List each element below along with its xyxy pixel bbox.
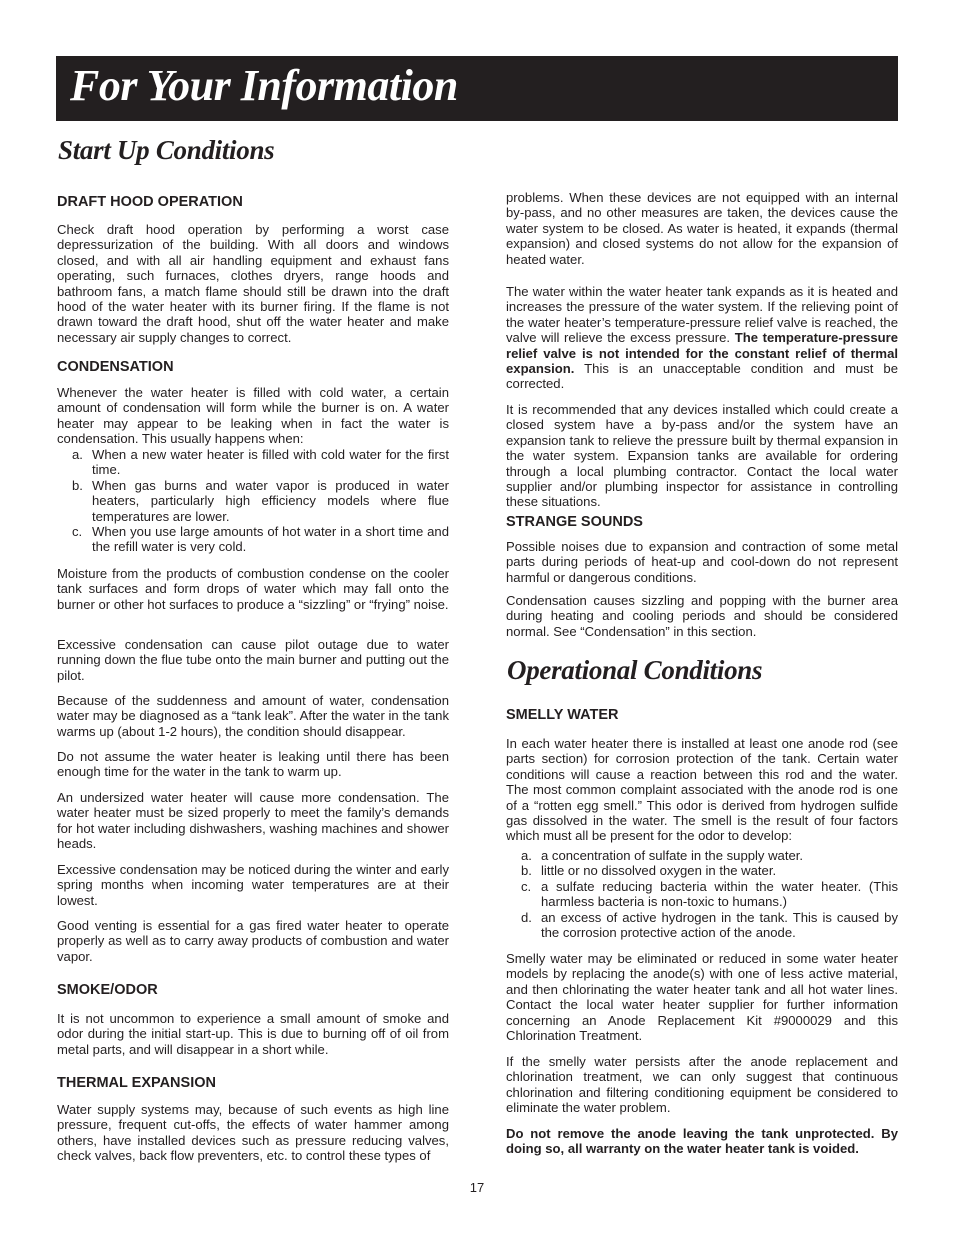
list-item: d. an excess of active hydrogen in the tank. This is caused by the corrosion protective action of the anode. [521,909,898,941]
strange-p1: Possible noises due to expansion and contraction of some metal parts during periods of heat-up and cool-down do not represent harmful or dangerous conditions. [506,539,898,585]
condensation-p7: Good venting is essential for a gas fired water heater to operate properly as well as to carry away products of combustion and water vapor. [57,918,449,964]
strange-sounds-heading: STRANGE SOUNDS [506,514,643,530]
page-title: For Your Information [70,61,458,110]
thermal-text-left: Water supply systems may, because of such events as high line pressure, frequent cut-offs, the effects of water hammer among others, have installed devices such as pressure reducing valves, check valves, back flow preventers, etc. to control these types of [57,1102,449,1164]
smelly-list [506,848,898,940]
smelly-p1: Smelly water may be eliminated or reduced in some water heater models by replacing the anode(s) with one of less active material, and then chlorinating the water heater tank and all hot water lines. Contact the local water heater supplier for further information concerning an Anode Replacement Kit #9000029 and this Chlorination Treatment. [506,951,898,1044]
list-item: a. a concentration of sulfate in the supply water. [521,848,804,863]
draft-hood-heading: DRAFT HOOD OPERATION [57,194,243,210]
condensation-p6: Excessive condensation may be noticed during the winter and early spring months when incoming water temperatures are at their lowest. [57,862,449,908]
smelly-water-heading: SMELLY WATER [506,707,619,723]
thermal-text-right: problems. When these devices are not equipped with an internal by-pass, and no other measures are taken, the devices cause the water system to be closed. As water is heated, it expands (thermal expansion) and closed systems do not allow for the expansion of heated water. [506,190,898,267]
list-item: b. little or no dissolved oxygen in the water. [521,863,777,879]
condensation-p4: Do not assume the water heater is leaking until there has been enough time for the water in the tank to warm up. [57,749,449,780]
thermal-p2: The water within the water heater tank expands as it is heated and increases the pressure of the water system. If the relieving point of the water heater’s temperature-pressure relief valve is reached, the valve will relieve the excess pressure. The temperature-pressure relief valve is not intended for the constant relief of thermal expansion. This is an unacceptable condition and must be corrected. [506,284,898,392]
condensation-list [57,447,449,555]
smelly-warning: Do not remove the anode leaving the tank unprotected. By doing so, all warranty on the water heater tank is voided. [506,1126,898,1157]
draft-hood-text: Check draft hood operation by performing a worst case depressurization of the building. With all doors and windows closed, and with all air handling equipment and exhaust fans operating, such furnaces, clothes dryers, range hoods and bathroom fans, a match flame should still be drawn into the draft hood of the water heater with its burner firing. If the flame is not drawn toward the draft hood, shut off the water heater and make necessary air supply changes to correct. [57,222,449,345]
smelly-p2: If the smelly water persists after the anode replacement and chlorination treatment, we can only suggest that continuous chlorination and filtering conditioning equipment be considered to eliminate the water problem. [506,1054,898,1116]
strange-p2: Condensation causes sizzling and popping with the burner area during heating and cooling periods and should be considered normal. See “Condensation” in this section. [506,593,898,639]
smelly-intro: In each water heater there is installed at least one anode rod (see parts section) for corrosion protection of the tank. Certain water conditions will cause a reaction between this rod and the water. The most common complaint associated with the anode rod is one of a “rotten egg smell.” This odor is derived from hydrogen sulfide gas dissolved in the water. The smell is the result of four factors which must all be present for the odor to develop: [506,736,898,844]
start-up-heading: Start Up Conditions [58,135,275,165]
thermal-heading: THERMAL EXPANSION [57,1075,216,1091]
smoke-heading: SMOKE/ODOR [57,982,158,998]
operational-heading: Operational Conditions [507,655,763,685]
condensation-p1: Moisture from the products of combustion condense on the cooler tank surfaces and form drops of water which may fall onto the burner or other hot surfaces to produce a “sizzling” or “frying” noise. [57,566,449,612]
title-banner [56,56,898,121]
condensation-p5: An undersized water heater will cause more condensation. The water heater must be sized properly to meet the family’s demands for hot water including dishwashers, washing machines and shower heads. [57,790,449,852]
list-item: c. a sulfate reducing bacteria within the water heater. (This harmless bacteria is non-toxic to humans.) [521,878,898,910]
thermal-p3: It is recommended that any devices installed which could create a closed system have a by-pass and/or the system have an expansion tank to relieve the pressure built by thermal expansion in the water system. Expansion tanks are available for ordering through a local plumbing contractor. Contact the local water supplier and/or plumbing inspector for assistance in controlling these situations. [506,402,898,510]
list-item: a. When a new water heater is filled with cold water for the first time. [72,447,449,478]
page-number: 17 [469,1180,485,1195]
condensation-heading: CONDENSATION [57,359,174,375]
list-item: b. When gas burns and water vapor is produced in water heaters, particularly high efficiency models where flue temperatures are lower. [72,477,449,524]
smoke-text: It is not uncommon to experience a small amount of smoke and odor during the initial start-up. This is due to burning off of oil from metal parts, and will disappear in a short while. [57,1011,449,1057]
condensation-p2: Excessive condensation can cause pilot outage due to water running down the flue tube onto the main burner and putting out the pilot. [57,637,449,683]
list-item: c. When you use large amounts of hot water in a short time and the refill water is very cold. [72,524,449,555]
condensation-intro: Whenever the water heater is filled with cold water, a certain amount of condensation will form while the burner is on. A water heater may appear to be leaking when in fact the water is condensation. This usually happens when: [57,385,449,447]
condensation-p3: Because of the suddenness and amount of water, condensation water may be diagnosed as a “tank leak”. After the water in the tank warms up (about 1-2 hours), the condition should disappear. [57,693,449,739]
